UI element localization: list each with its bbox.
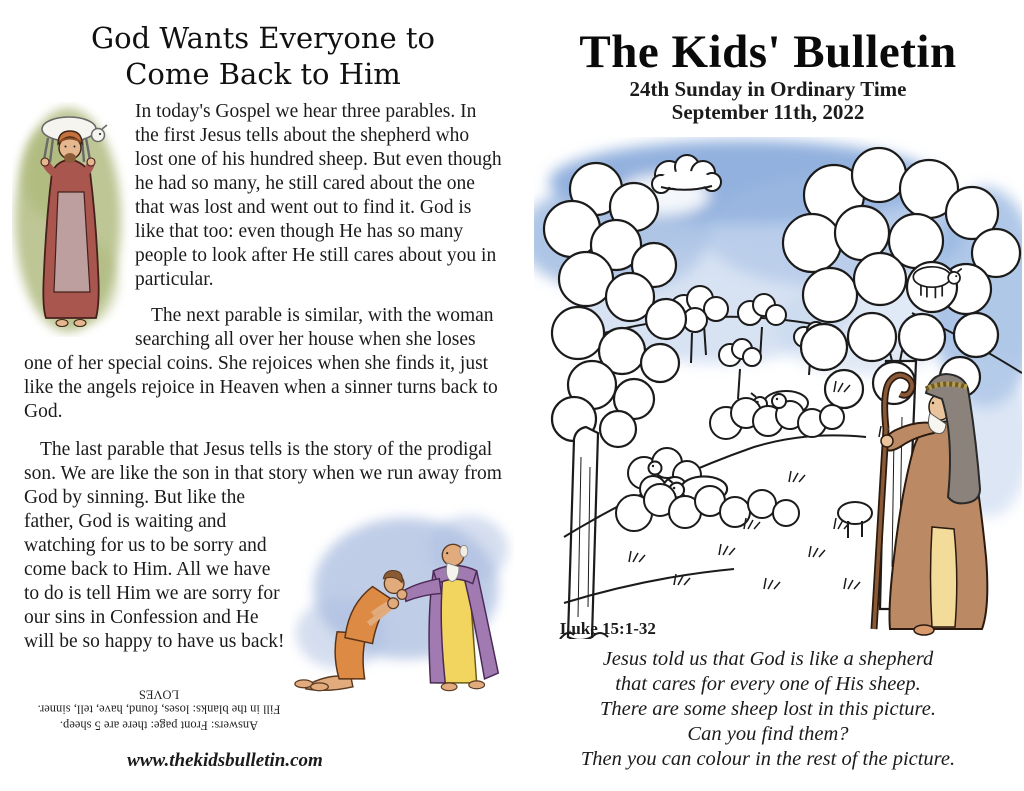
paragraph-lost-sheep <box>24 100 502 292</box>
prodigal-son-illustration <box>290 488 514 693</box>
page-title-line2: Come Back to Him <box>125 57 401 91</box>
shepherd-hillside-illustration <box>534 137 1022 639</box>
picture-caption <box>512 647 1024 772</box>
caption-line4: Can you find them? <box>687 723 849 745</box>
paragraph-lost-coin-text: The next parable is similar, with the woman searching all over her house when she loses one of her special coins. She rejoices when she finds it, just like the angels rejoice in Heaven when a sinner turns back to God. <box>24 305 498 422</box>
paragraph-prodigal-text-start: The last parable that Jesus tells is the story of the prodigal son. We are like the son in that story when we run away from God by sinning. But like <box>24 439 502 508</box>
website-url: www.thekidsbulletin.com <box>127 750 323 771</box>
paragraph-prodigal-son <box>24 438 502 654</box>
coloring-picture <box>534 137 1022 639</box>
bulletin-subtitle-date: September 11th, 2022 <box>671 100 865 124</box>
page-title-line1: God Wants Everyone to <box>90 21 435 55</box>
shepherd-carrying-sheep-illustration <box>12 102 130 337</box>
scripture-reference: Luke 15:1-32 <box>560 619 656 638</box>
paragraph-prodigal-text-end: the father, God is waiting and watching for us to be sorry and come back to Him. All we have to do is tell Him we are sorry for our sins in Confession and He will be so happy to have us back! <box>24 487 285 652</box>
bulletin-title: The Kids' Bulletin <box>579 26 957 78</box>
caption-line1: Jesus told us that God is like a shepherd <box>602 648 934 670</box>
answer-key-upside-down <box>14 686 304 733</box>
answer-key-line1: Answers: Front page: there are 5 sheep. <box>59 718 259 733</box>
page-title <box>24 20 502 92</box>
paragraph-lost-sheep-text: In today's Gospel we hear three parables. In the first Jesus tells about the shepherd who lost one of his hundred sheep. But even though he had so many, he still cared about the one that was lost and went out to find it. God is like that too: even though He has so many people to look after He still cares about you in particular. <box>135 101 502 290</box>
caption-line2: that cares for every one of His sheep. <box>615 673 921 695</box>
article-body <box>24 100 502 654</box>
caption-line5: Then you can colour in the rest of the picture. <box>580 748 956 770</box>
caption-line3: There are some sheep lost in this picture. <box>600 698 936 720</box>
front-page <box>512 0 1024 791</box>
answer-key-line3: LOVES <box>138 687 180 702</box>
answer-key-line2: Fill in the blanks: loses, found, have, tell, sinner. <box>37 703 281 717</box>
bulletin-subtitle-sunday: 24th Sunday in Ordinary Time <box>629 77 907 101</box>
